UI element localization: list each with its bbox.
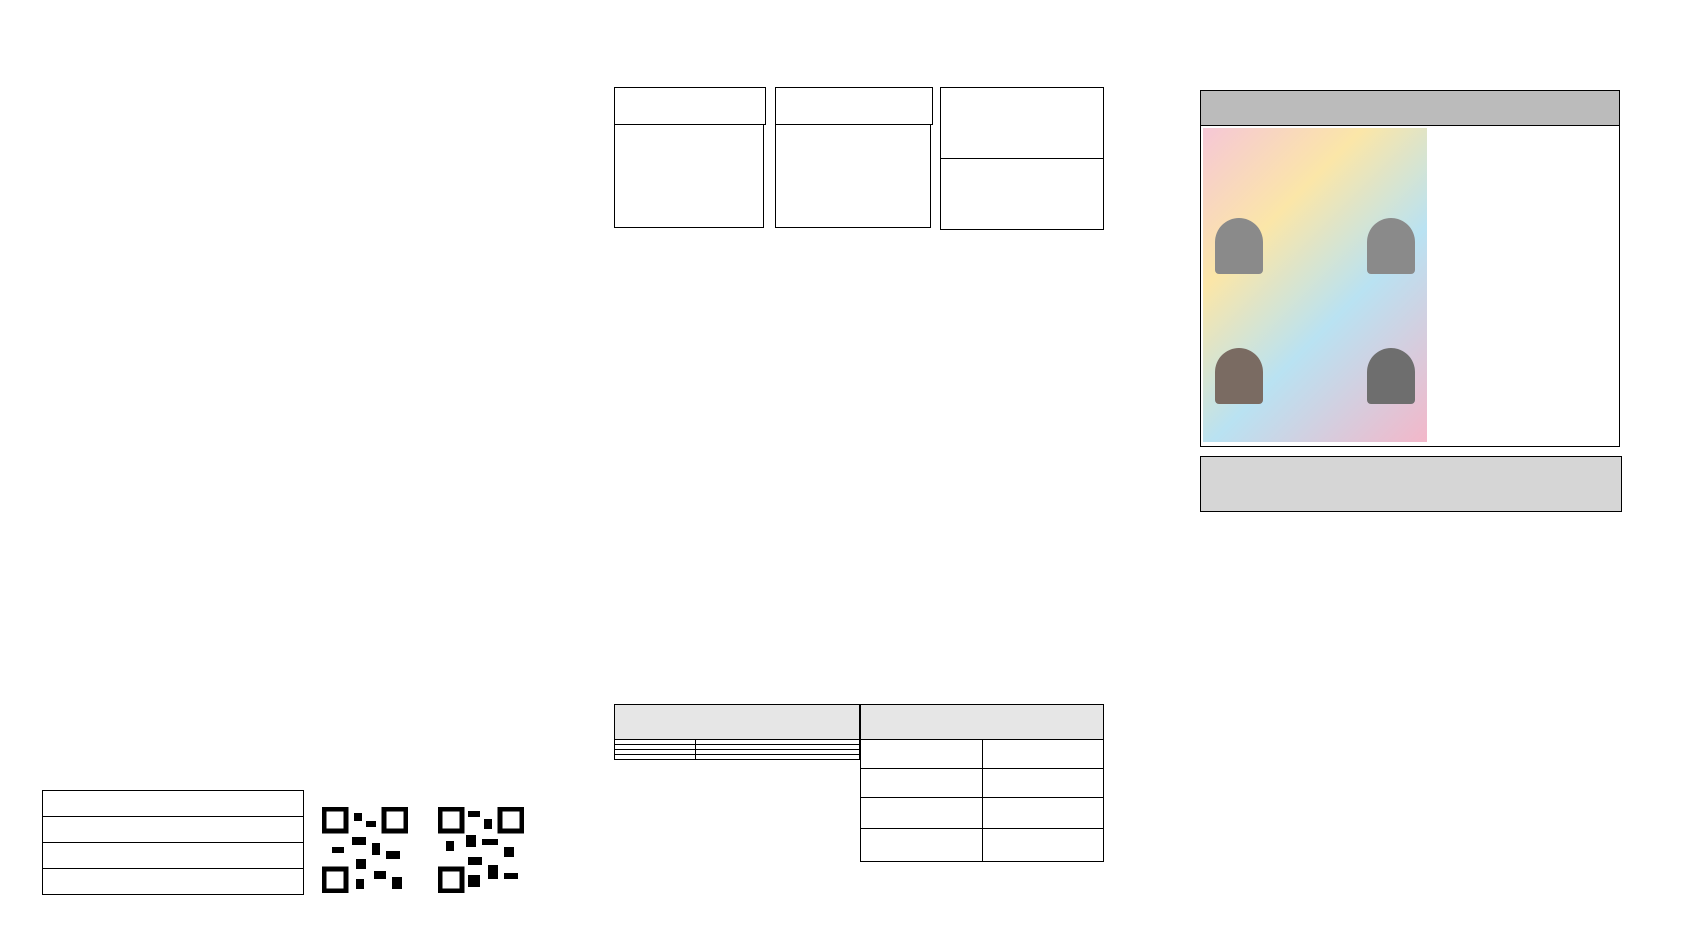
committee-title: [615, 705, 860, 740]
next-week-prayer-table: [860, 704, 1104, 862]
speaker-photo: [1215, 218, 1263, 274]
sunday-pm-header: [614, 87, 766, 125]
prayer-header: [1200, 456, 1622, 512]
dawn-prayer-box: [940, 158, 1104, 230]
recording-ministry-box: [42, 790, 304, 895]
campaign-poster: [1203, 128, 1427, 442]
speaker-photo: [1215, 348, 1263, 404]
homepage-qr-code[interactable]: [322, 807, 408, 893]
recording-item: [43, 816, 303, 842]
friday-box: [940, 87, 1104, 159]
campaign-panel: [1200, 125, 1620, 447]
speaker-photo: [1367, 218, 1415, 274]
recording-item: [43, 868, 303, 894]
committee-table: [614, 704, 860, 760]
worship-order-panel: [30, 55, 570, 915]
wednesday-header: [775, 87, 933, 125]
campaign-info: [1431, 126, 1617, 174]
recording-item: [43, 842, 303, 868]
campaign-banner-title: [1200, 90, 1620, 126]
next-week-title: [861, 705, 1104, 740]
speaker-photo: [1367, 348, 1415, 404]
wednesday-details: [775, 124, 931, 228]
sunday-pm-details: [614, 124, 764, 228]
recording-title: [43, 791, 303, 816]
youtube-qr-code[interactable]: [438, 807, 524, 893]
